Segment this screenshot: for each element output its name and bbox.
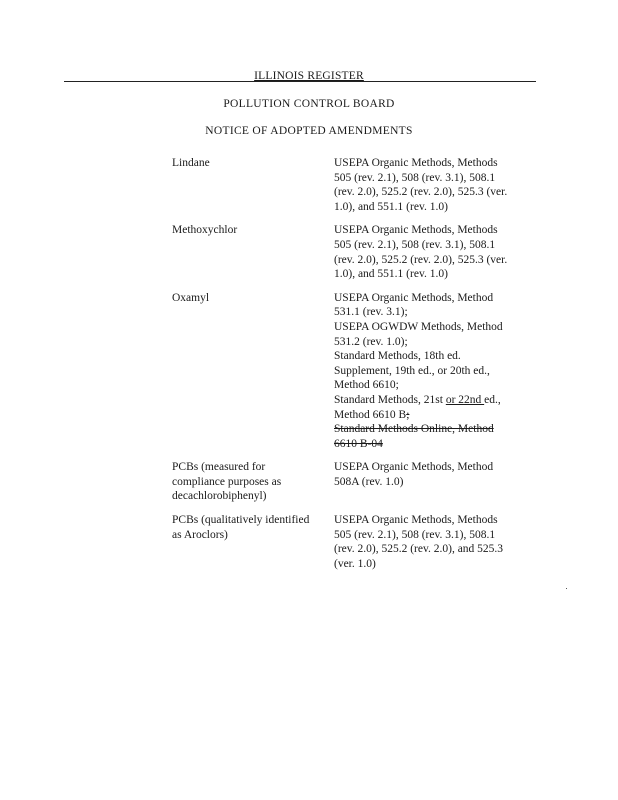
contaminant-name-line: Lindane	[172, 157, 210, 169]
register-title: ILLINOIS REGISTER	[254, 70, 364, 82]
analytical-methods	[334, 513, 524, 571]
table-row	[172, 513, 532, 571]
method-text: Supplement, 19th ed., or 20th ed.,	[334, 364, 490, 377]
method-text: USEPA Organic Methods, Methods	[334, 224, 498, 237]
method-text: 505 (rev. 2.1), 508 (rev. 3.1), 508.1	[334, 238, 496, 251]
analytical-methods	[334, 460, 524, 504]
method-text: Method 6610;	[334, 379, 399, 392]
contaminant-name-line: PCBs (measured for	[172, 461, 266, 474]
contaminant-name-line: compliance purposes as	[172, 475, 282, 488]
method-text: 531.2 (rev. 1.0);	[334, 335, 408, 348]
scan-speck	[566, 588, 567, 589]
method-text: Method 6610 B	[334, 408, 407, 421]
contaminant-method-table	[172, 156, 532, 580]
method-text: USEPA Organic Methods, Method	[334, 461, 494, 474]
method-text: Standard Methods, 21st	[334, 393, 446, 406]
method-line	[334, 378, 524, 393]
contaminant-name	[172, 223, 334, 281]
contaminant-name	[172, 460, 334, 504]
deleted-text: 6610 B-04	[334, 437, 383, 450]
method-text: (rev. 2.0), 525.2 (rev. 2.0), 525.3 (ver.	[334, 253, 508, 266]
board-name: POLLUTION CONTROL BOARD	[223, 98, 395, 110]
method-text: 505 (rev. 2.1), 508 (rev. 3.1), 508.1	[334, 171, 496, 184]
method-line	[334, 513, 524, 528]
table-row	[172, 291, 532, 452]
method-line	[334, 422, 524, 437]
deleted-text: ;	[406, 408, 410, 421]
method-text: Standard Methods, 18th ed.	[334, 350, 461, 363]
notice-title: NOTICE OF ADOPTED AMENDMENTS	[205, 125, 413, 137]
method-text: USEPA Organic Methods, Method	[334, 291, 494, 304]
contaminant-name-line: Methoxychlor	[172, 224, 238, 237]
method-text: (ver. 1.0)	[334, 557, 376, 570]
method-line	[334, 238, 524, 253]
method-line	[334, 223, 524, 238]
method-line	[334, 267, 524, 282]
method-line	[334, 305, 524, 320]
method-line	[334, 364, 524, 379]
method-text: 505 (rev. 2.1), 508 (rev. 3.1), 508.1	[334, 528, 496, 541]
deleted-text: Standard Methods Online, Method	[334, 423, 494, 436]
method-line	[334, 528, 524, 543]
method-text: ed.,	[484, 393, 501, 406]
method-text: 508A (rev. 1.0)	[334, 475, 404, 488]
analytical-methods	[334, 291, 524, 452]
method-line	[334, 171, 524, 186]
method-line	[334, 557, 524, 572]
method-line	[334, 393, 524, 408]
method-line	[334, 408, 524, 423]
method-line	[334, 291, 524, 306]
method-text: USEPA Organic Methods, Methods	[334, 514, 498, 527]
method-line	[334, 156, 524, 171]
contaminant-name-line: as Aroclors)	[172, 528, 228, 541]
analytical-methods	[334, 223, 524, 281]
method-line	[334, 185, 524, 200]
method-text: (rev. 2.0), 525.2 (rev. 2.0), 525.3 (ver.	[334, 186, 508, 199]
method-line	[334, 349, 524, 364]
added-text: or 22nd	[445, 393, 485, 406]
method-text: 531.1 (rev. 3.1);	[334, 306, 408, 319]
method-line	[334, 200, 524, 215]
method-text: 1.0), and 551.1 (rev. 1.0)	[334, 268, 448, 281]
method-line	[334, 253, 524, 268]
contaminant-name-line: decachlorobiphenyl)	[172, 490, 267, 503]
contaminant-name-line: Oxamyl	[172, 291, 210, 304]
analytical-methods	[334, 156, 524, 214]
contaminant-name	[172, 513, 334, 571]
method-line	[334, 475, 524, 490]
method-line	[334, 460, 524, 475]
method-text: USEPA Organic Methods, Methods	[334, 157, 498, 169]
method-line	[334, 320, 524, 335]
contaminant-name-line: PCBs (qualitatively identified	[172, 514, 310, 527]
method-line	[334, 335, 524, 350]
method-line	[334, 437, 524, 452]
method-line	[334, 542, 524, 557]
table-row	[172, 156, 532, 214]
contaminant-name	[172, 291, 334, 452]
table-row	[172, 223, 532, 281]
method-text: (rev. 2.0), 525.2 (rev. 2.0), and 525.3	[334, 543, 504, 556]
method-text: 1.0), and 551.1 (rev. 1.0)	[334, 200, 448, 213]
method-text: USEPA OGWDW Methods, Method	[334, 320, 503, 333]
contaminant-name	[172, 156, 334, 214]
table-row	[172, 460, 532, 504]
